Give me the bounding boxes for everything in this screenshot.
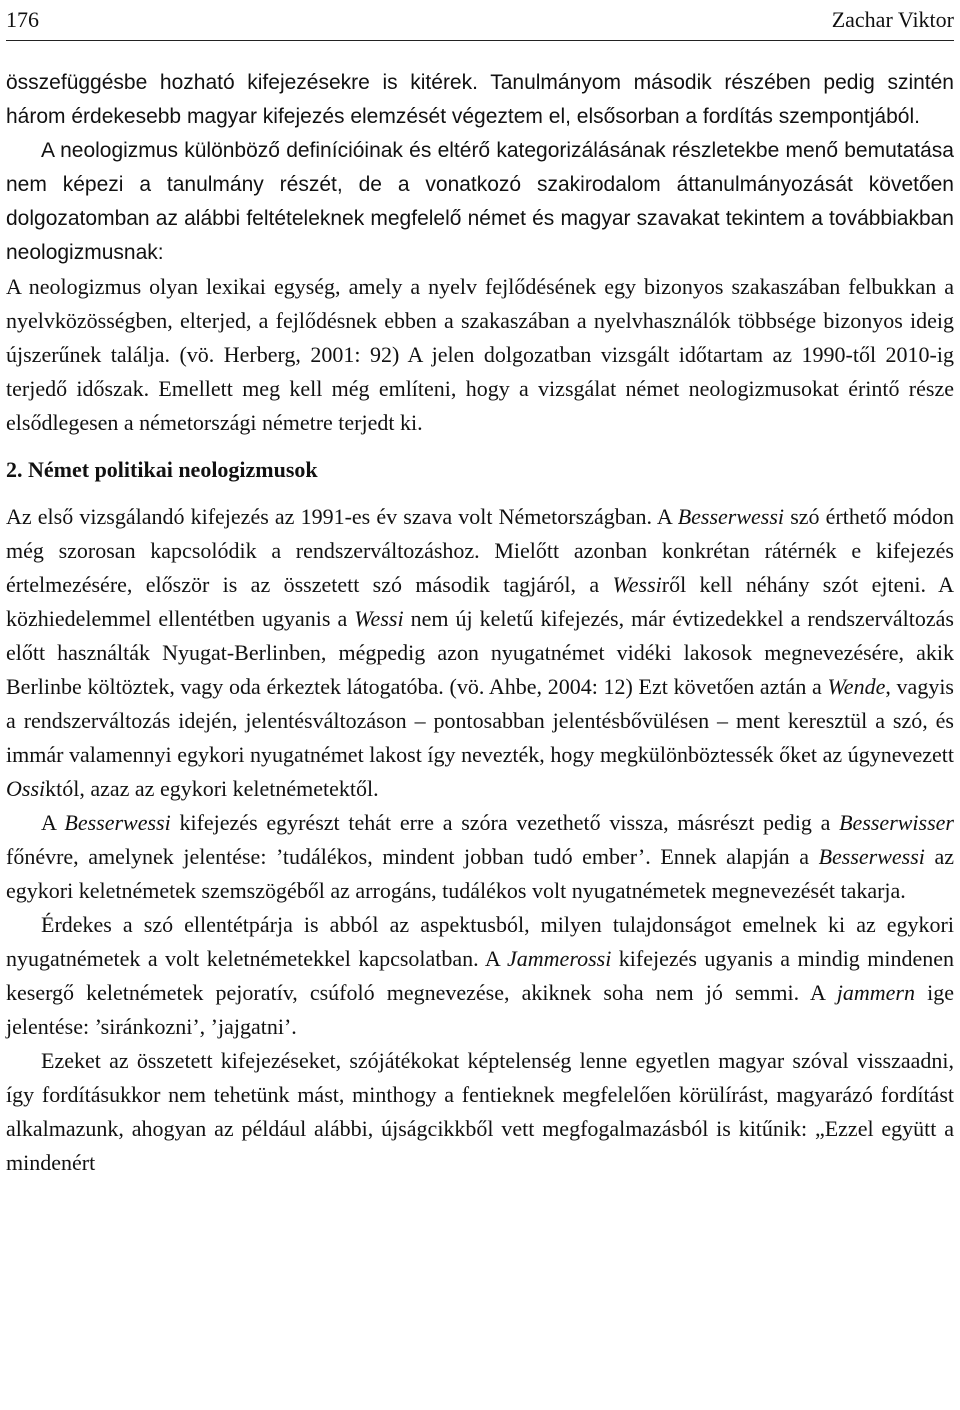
running-head-author: Zachar Viktor [831,7,954,32]
term-jammern: jammern [836,980,915,1005]
term-besserwessi: Besserwessi [64,810,171,835]
paragraph-intro-continuation: összefüggésbe hozható kifejezésekre is kitérek. Tanulmányom második részében pedig szintén három érdekesebb magyar kifejezés elemzését végeztem el, elsősorban a fordítás szempontjából. [6,71,954,128]
page-header [6,2,954,41]
paragraph-neologism-definition-intro: A neologizmus különböző definícióinak és eltérő kategorizálásának részletekbe menő bemutatása nem képezi a tanulmány részét, de a vonatkozó szakirodalom áttanulmányozását követően dolgozatomban az alábbi feltételeknek megfelelő német és magyar szavakat tekintem a továbbiakban neologizmusnak: [6,139,954,264]
section-heading [6,440,954,500]
term-besserwisser: Besserwisser [839,810,954,835]
paragraph-besserwessi-intro: Az első vizsgálandó kifejezés az 1991-es év szava volt Németországban. A Besserwessi szó érthető módon még szorosan kapcsolódik a rendszerváltozáshoz. Mielőtt azonban konkrétan rátérnék e kifejezés értelmezésére, először is az összetett szó második tagjáról, a Wessiről kell néhány szót ejteni. A közhiedelemmel ellentétben ugyanis a Wessi nem új keletű kifejezés, már évtizedekkel a rendszerváltozás előtt használták Nyugat-Berlinben, mégpedig azon nyugatnémet vidéki lakosok megnevezésére, akik Berlinbe költöztek, vagy oda érkeztek látogatóba. (vö. Ahbe, 2004: 12) Ezt követően aztán a Wende, vagyis a rendszerváltozás idején, jelentésváltozáson – pontosabban jelentésbővülésen – ment keresztül a szó, és immár valamennyi egykori nyugatnémet lakost így nevezték, hogy megkülönböztessék őket az úgynevezett Ossiktól, azaz az egykori keletnémetektől. [6,504,954,801]
term-wessi: Wessi [612,572,662,597]
term-ossi: Ossi [6,776,46,801]
section-title: Német politikai neologizmusok [28,457,318,482]
term-besserwessi: Besserwessi [677,504,785,529]
paragraph-neologism-definition: A neologizmus olyan lexikai egység, amely a nyelv fejlődésének egy bizonyos szakaszában felbukkan a nyelvközösségben, elterjed, a fejlődésnek ebben a szakaszában a nyelvhasználók többsége bizonyos ideig újszerűnek találja. (vö. Herberg, 2001: 92) A jelen dolgozatban vizsgált időtartam az 1990-től 2010-ig terjedő időszak. Emellett meg kell még említeni, hogy a vizsgálat német neologizmusokat érintő része elsődlegesen a németországi németre terjedt ki. [6,274,954,435]
term-wende: Wende [827,674,886,699]
paragraph-translation-note: Ezeket az összetett kifejezéseket, szójátékokat képtelenség lenne egyetlen magyar szóval visszaadni, így fordításukkor nem tehetünk mást, minthogy a fentieknek megfelelően körülírást, magyarázó fordítást alkalmazunk, ahogyan az például alábbi, újságcikkből vett megfogalmazásból is kitűnik: „Ezzel együtt a mindenért [6,1048,954,1175]
term-jammerossi: Jammerossi [507,946,612,971]
page-body [6,66,954,1180]
page-number: 176 [6,7,39,32]
term-besserwessi: Besserwessi [818,844,925,869]
term-wessi: Wessi [354,606,404,631]
section-number: 2. [6,457,23,482]
paragraph-jammerossi: Érdekes a szó ellentétpárja is abból az aspektusból, milyen tulajdonságot emelnek ki az egykori nyugatnémetek a volt keletnémetekkel kapcsolatban. A Jammerossi kifejezés ugyanis a mindig mindenen kesergő keletnémetek pejoratív, csúfoló megnevezése, akiknek soha nem jó semmi. A jammern ige jelentése: ’siránkozni’, ’jajgatni’. [6,912,955,1039]
paragraph-besserwessi-meaning: A Besserwessi kifejezés egyrészt tehát erre a szóra vezethető vissza, másrészt pedig a Besserwisser főnévre, amelynek jelentése: ’tudálékos, mindent jobban tudó ember’. Ennek alapján a Besserwessi az egykori keletnémetek szemszögéből az arrogáns, tudálékos volt nyugatnémetek megnevezését takarja. [6,810,954,903]
